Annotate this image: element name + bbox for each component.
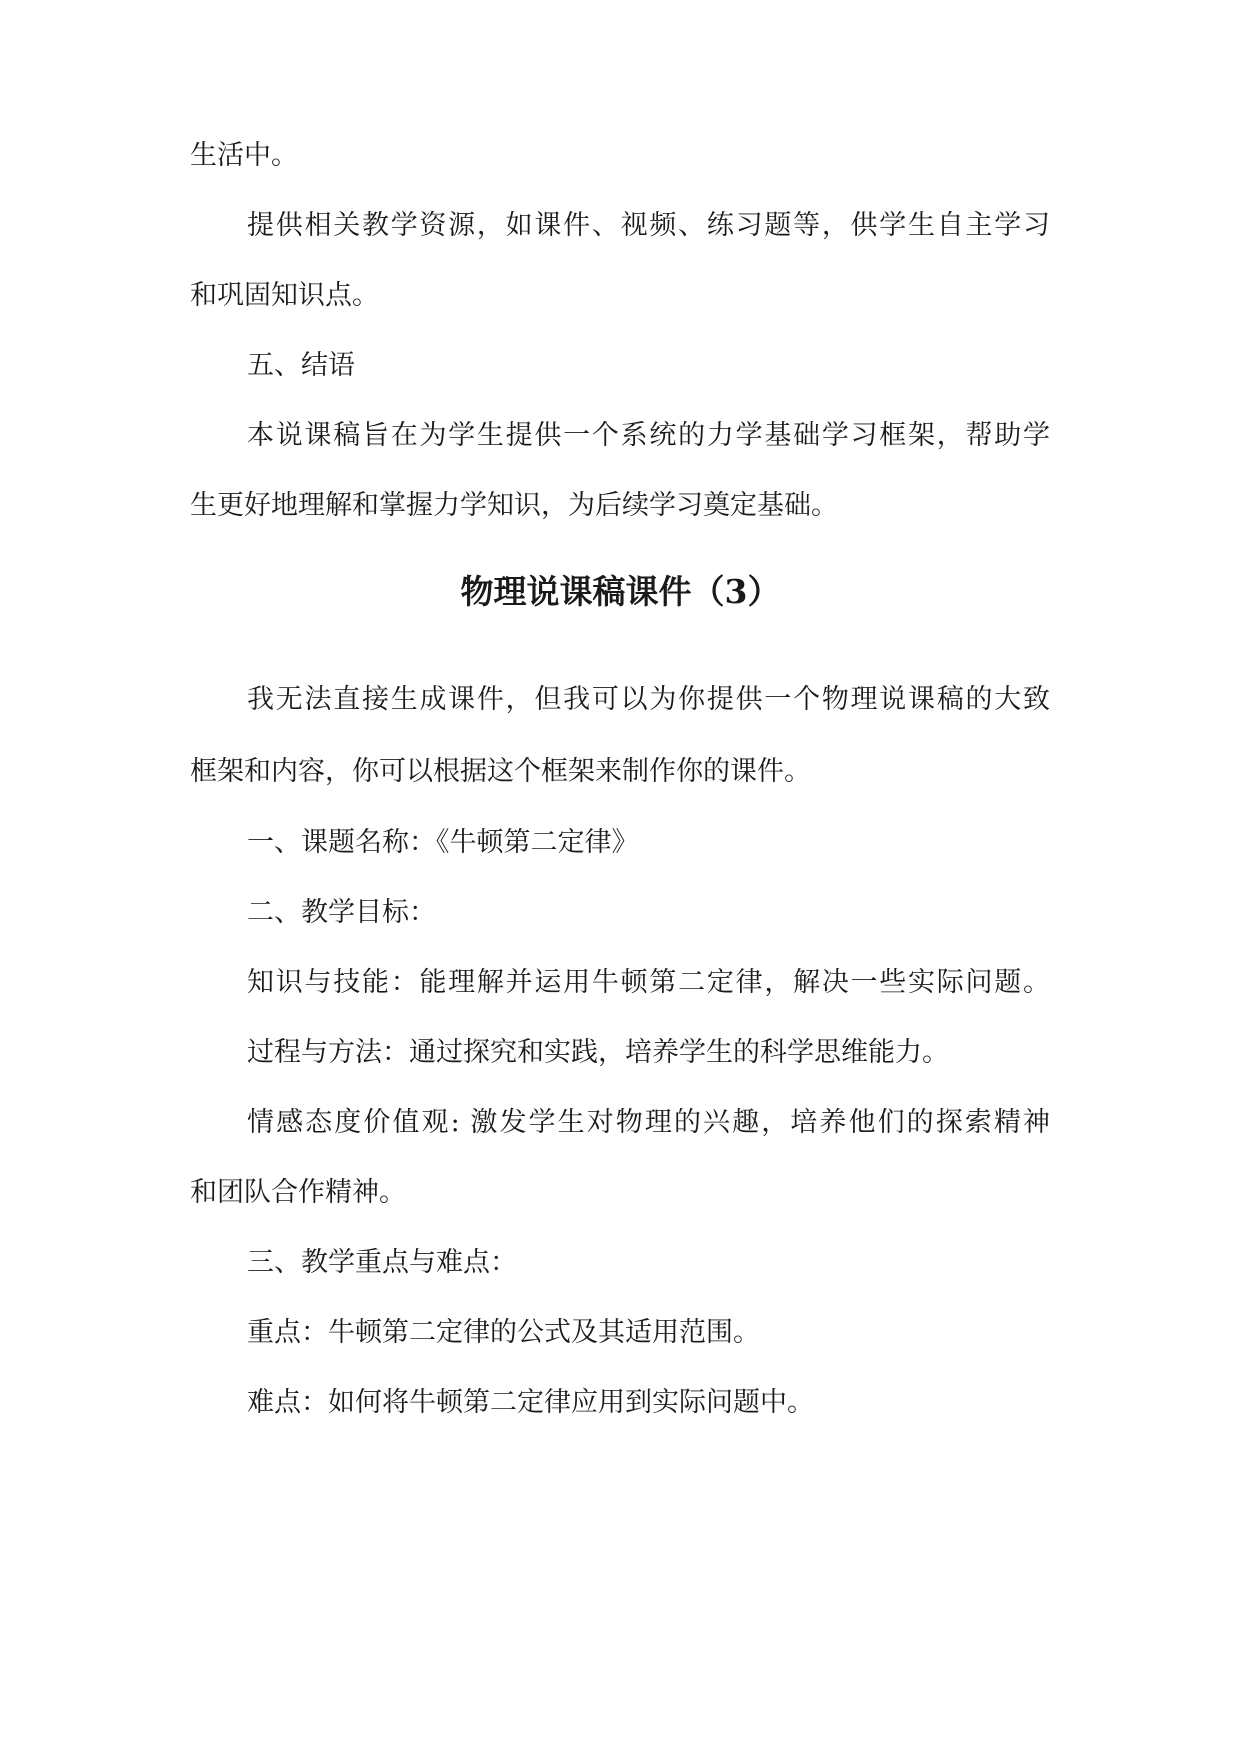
keypoints-heading: 三、教学重点与难点：	[247, 1247, 517, 1278]
document-title: 物理说课稿课件（3）	[460, 572, 781, 611]
conclusion-paragraph-line-1: 本说课稿旨在为学生提供一个系统的力学基础学习框架，帮助学	[247, 420, 1050, 451]
objective-emotion-line-2: 和团队合作精神。	[190, 1177, 406, 1208]
conclusion-heading: 五、结语	[247, 350, 355, 381]
intro-paragraph-line-2: 框架和内容，你可以根据这个框架来制作你的课件。	[190, 756, 811, 787]
objectives-heading: 二、教学目标：	[247, 897, 436, 928]
difficulty-text: 难点：如何将牛顿第二定律应用到实际问题中。	[247, 1387, 814, 1418]
objective-knowledge: 知识与技能：能理解并运用牛顿第二定律，解决一些实际问题。	[247, 967, 1050, 998]
topic-heading: 一、课题名称：《牛顿第二定律》	[247, 827, 639, 858]
objective-emotion-line-1: 情感态度价值观: 激发学生对物理的兴趣，培养他们的探索精神	[247, 1107, 1050, 1138]
resources-paragraph-line-1: 提供相关教学资源，如课件、视频、练习题等，供学生自主学习	[247, 210, 1050, 241]
paragraph-tail-line: 生活中。	[190, 140, 298, 171]
keypoint-text: 重点：牛顿第二定律的公式及其适用范围。	[247, 1317, 760, 1348]
intro-paragraph-line-1: 我无法直接生成课件，但我可以为你提供一个物理说课稿的大致	[247, 684, 1050, 715]
conclusion-paragraph-line-2: 生更好地理解和掌握力学知识，为后续学习奠定基础。	[190, 490, 838, 521]
objective-process: 过程与方法：通过探究和实践，培养学生的科学思维能力。	[247, 1037, 949, 1068]
resources-paragraph-line-2: 和巩固知识点。	[190, 280, 379, 311]
